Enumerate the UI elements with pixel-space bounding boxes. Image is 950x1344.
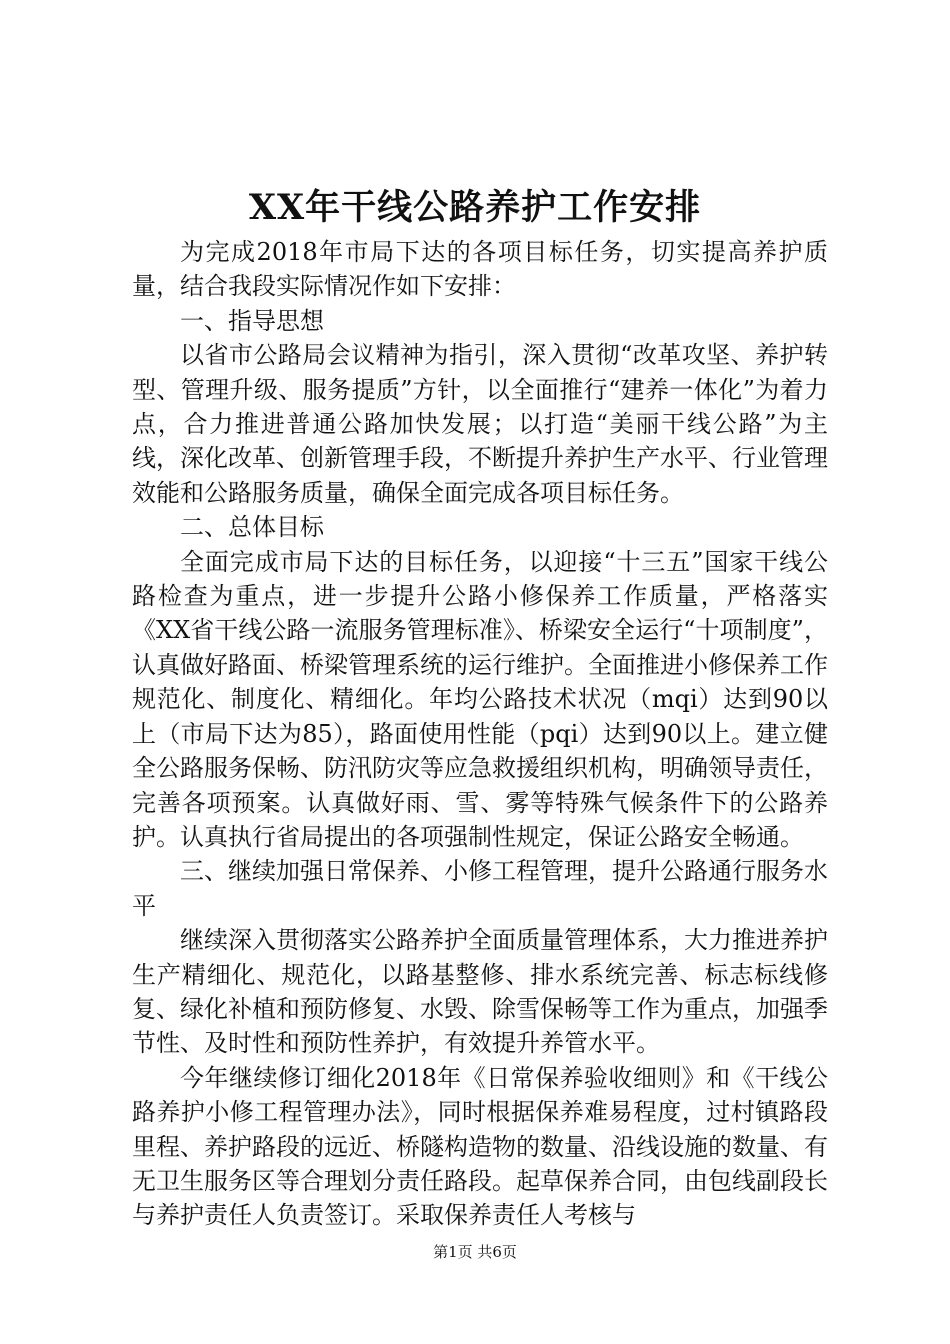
page-footer: 第1页 共6页 (433, 1243, 517, 1261)
section-heading-guiding-thought: 一、指导思想 (180, 306, 324, 335)
section-heading-maintenance-management: 三、继续加强日常保养、小修工程管理，提升公路通行服务水平 (132, 857, 828, 920)
document-title: XX年干线公路养护工作安排 (248, 187, 702, 228)
guiding-thought-paragraph: 以省市公路局会议精神为指引，深入贯彻“改革攻坚、养护转型、管理升级、服务提质”方针，以全面推行“建养一体化”为着力点，合力推进普通公路加快发展；以打造“美丽干线公路”为主线，深化改革、创新管理手段，不断提升养护生产水平、行业管理效能和公路服务质量，确保全面完成各项目标任务。 (132, 341, 828, 507)
intro-paragraph: 为完成2018年市局下达的各项目标任务，切实提高养护质量，结合我段实际情况作如下安排： (132, 238, 828, 301)
maintenance-management-paragraph: 继续深入贯彻落实公路养护全面质量管理体系，大力推进养护生产精细化、规范化，以路基整修、排水系统完善、标志标线修复、绿化补植和预防修复、水毁、除雪保畅等工作为重点，加强季节性、及时性和预防性养护，有效提升养管水平。 (132, 926, 828, 1058)
section-heading-overall-goal: 二、总体目标 (180, 513, 324, 542)
document-body (132, 235, 828, 1233)
overall-goal-paragraph: 全面完成市局下达的目标任务，以迎接“十三五”国家干线公路检查为重点，进一步提升公路小修保养工作质量，严格落实《XX省干线公路一流服务管理标准》、桥梁安全运行“十项制度”，认真做好路面、桥梁管理系统的运行维护。全面推进小修保养工作规范化、制度化、精细化。年均公路技术状况（mqi）达到90以上（市局下达为85），路面使用性能（pqi）达到90以上。建立健全公路服务保畅、防汛防灾等应急救援组织机构，明确领导责任，完善各项预案。认真做好雨、雪、雾等特殊气候条件下的公路养护。认真执行省局提出的各项强制性规定，保证公路安全畅通。 (132, 547, 828, 851)
revision-paragraph: 今年继续修订细化2018年《日常保养验收细则》和《干线公路养护小修工程管理办法》，同时根据保养难易程度，过村镇路段里程、养护路段的远近、桥隧构造物的数量、沿线设施的数量、有无卫生服务区等合理划分责任路段。起草保养合同，由包线副段长与养护责任人负责签订。采取保养责任人考核与 (132, 1063, 828, 1230)
